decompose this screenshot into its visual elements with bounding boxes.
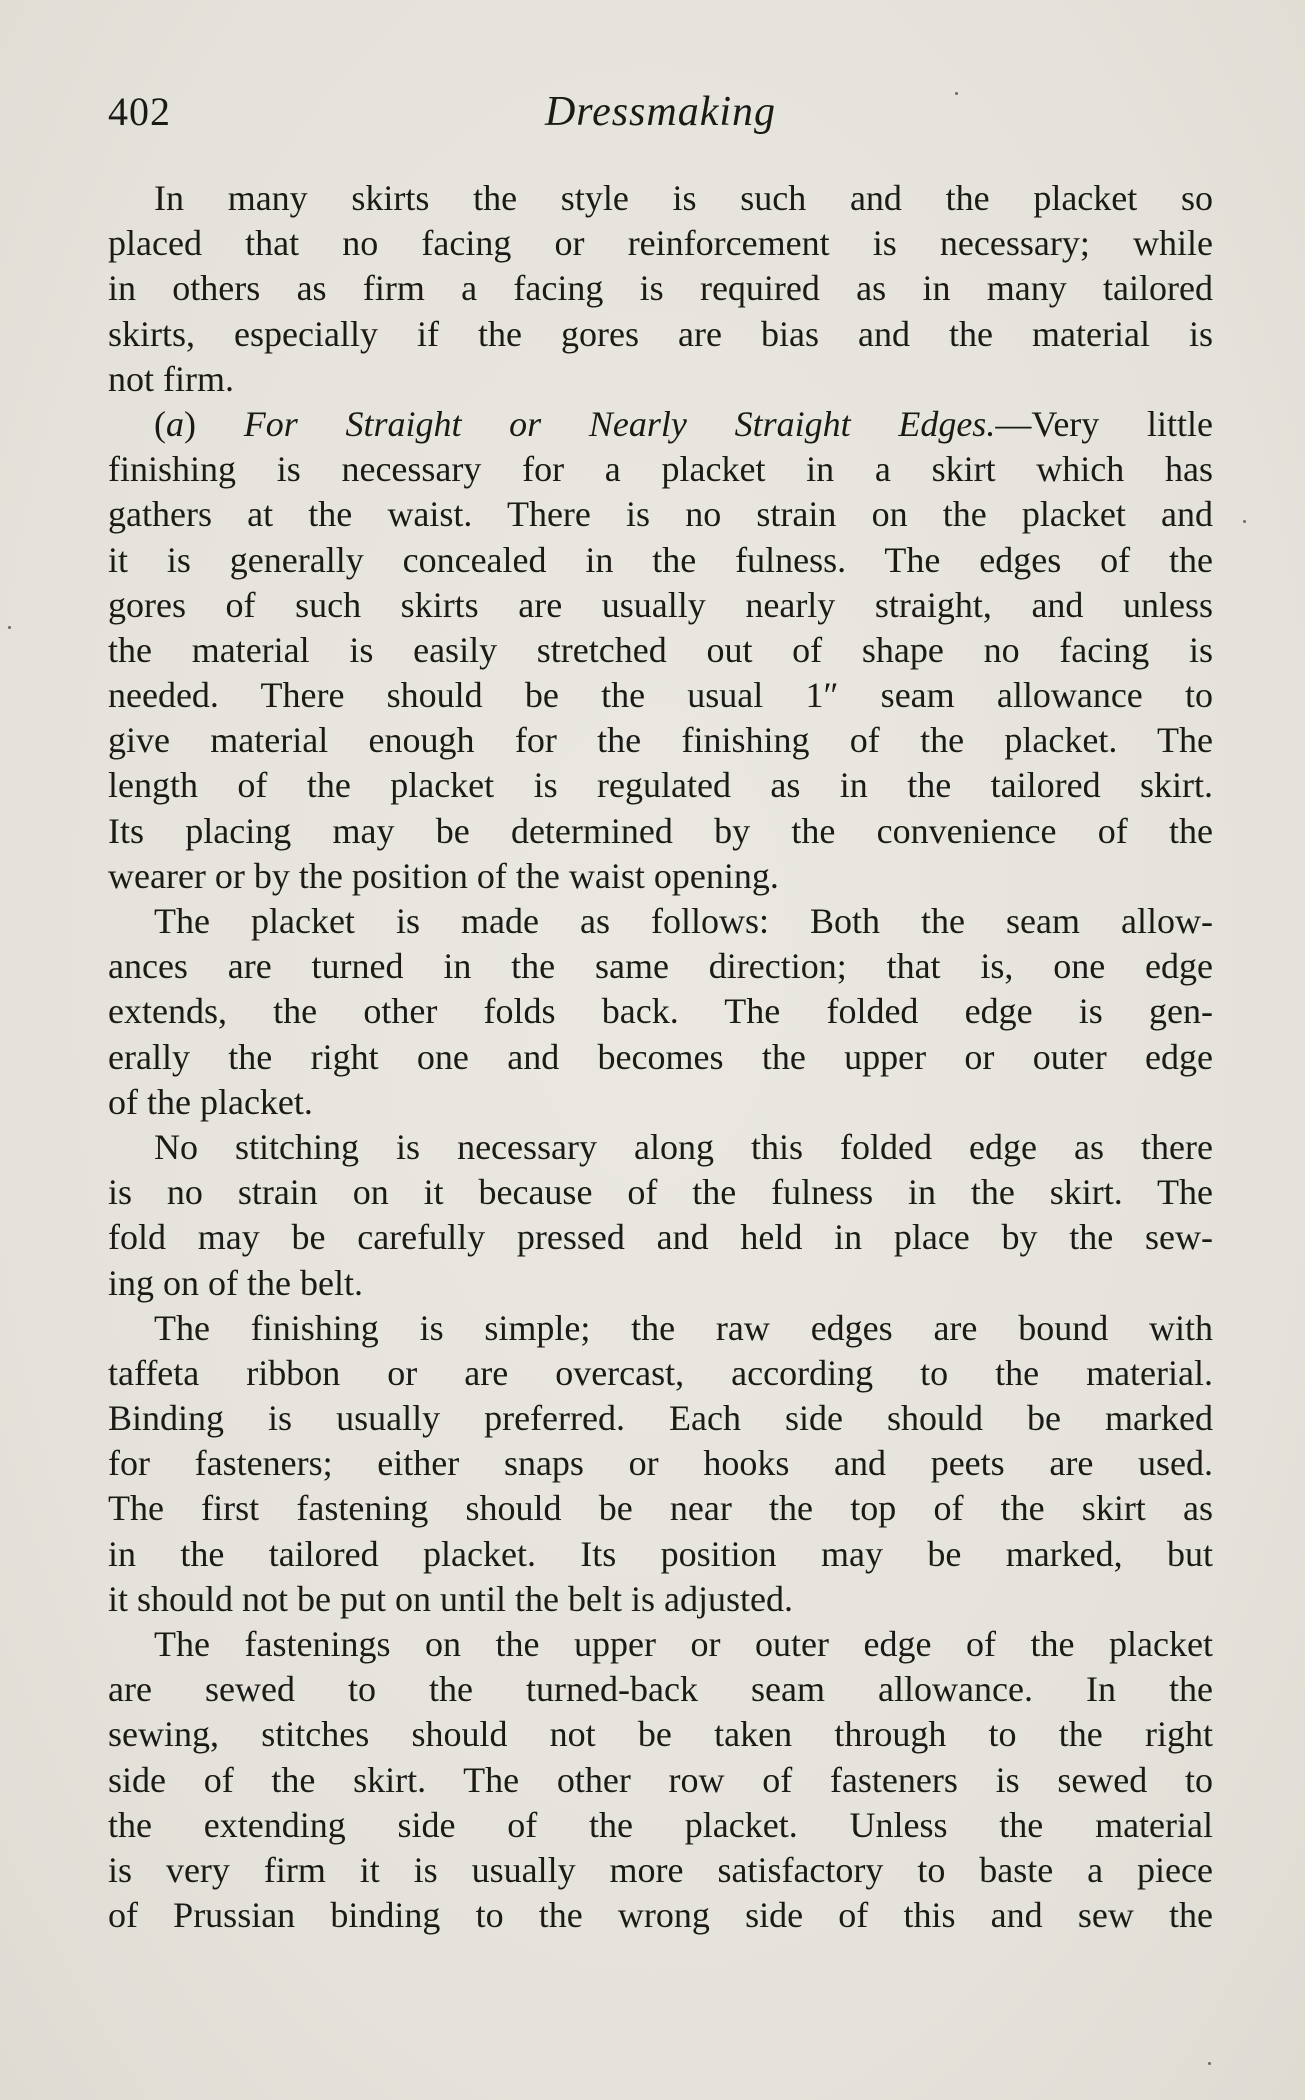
text-line: The finishing is simple; the raw edges are bound with — [154, 1307, 1213, 1348]
text-line: the material is easily stretched out of shape no facing is — [108, 629, 1213, 670]
text-line: fold may be carefully pressed and held in place by the sew- — [108, 1217, 1213, 1258]
heading-paren-close: ) — [184, 403, 196, 444]
text-line: give material enough for the finishing of the placket. The — [108, 720, 1213, 761]
paragraph — [108, 176, 1213, 402]
text-line: of the placket. — [108, 1081, 313, 1122]
text-line: The first fastening should be near the top of the skirt as — [108, 1488, 1213, 1529]
heading-paren-open: ( — [154, 403, 166, 444]
text-line: gores of such skirts are usually nearly straight, and unless — [108, 584, 1213, 625]
paragraph — [108, 1125, 1213, 1306]
paper-speck — [8, 626, 11, 629]
text-line: is very firm it is usually more satisfactory to baste a piece — [108, 1849, 1213, 1890]
text-line: is no strain on it because of the fulness in the skirt. The — [108, 1172, 1213, 1213]
text-line: needed. There should be the usual 1″ seam allowance to — [108, 675, 1213, 716]
body-text — [108, 176, 1213, 1938]
text-line: the extending side of the placket. Unless the material — [108, 1804, 1213, 1845]
text-line: are sewed to the turned-back seam allowance. In the — [108, 1669, 1213, 1710]
text-line: No stitching is necessary along this folded edge as there — [154, 1126, 1213, 1167]
text-line: Its placing may be determined by the convenience of the — [108, 810, 1213, 851]
text-line: finishing is necessary for a placket in a skirt which has — [108, 449, 1213, 490]
text-line: it should not be put on until the belt is adjusted. — [108, 1578, 793, 1619]
text-line: skirts, especially if the gores are bias and the material is — [108, 313, 1213, 354]
text-line: not firm. — [108, 358, 234, 399]
section-heading-line — [108, 402, 1213, 447]
text-line: In many skirts the style is such and the placket so — [154, 178, 1213, 218]
paragraph — [108, 1622, 1213, 1938]
running-head — [108, 88, 1213, 148]
text-line: in the tailored placket. Its position may be marked, but — [108, 1533, 1213, 1574]
paragraph — [108, 402, 1213, 899]
text-line: side of the skirt. The other row of fasteners is sewed to — [108, 1759, 1213, 1800]
text-line: it is generally concealed in the fulness. The edges of the — [108, 539, 1213, 580]
text-line: The fastenings on the upper or outer edge of the placket — [154, 1624, 1213, 1664]
text-line: ances are turned in the same direction; that is, one edge — [108, 946, 1213, 987]
text-line: Binding is usually preferred. Each side should be marked — [108, 1398, 1213, 1439]
paper-speck — [955, 92, 958, 95]
text-line: length of the placket is regulated as in the tailored skirt. — [108, 765, 1213, 806]
page-number: 402 — [108, 89, 171, 134]
paragraph — [108, 899, 1213, 1125]
text-line: placed that no facing or reinforcement is necessary; while — [108, 223, 1213, 264]
text-line: ing on of the belt. — [108, 1262, 363, 1303]
text-line: The placket is made as follows: Both the seam allow- — [154, 901, 1213, 941]
running-title: Dressmaking — [544, 89, 777, 135]
heading-continuation: —Very little — [995, 403, 1213, 444]
text-line: sewing, stitches should not be taken through to the right — [108, 1714, 1213, 1755]
text-line: taffeta ribbon or are overcast, according to the material. — [108, 1352, 1213, 1393]
section-heading: For Straight or Nearly Straight Edges. — [243, 403, 996, 444]
text-line: of Prussian binding to the wrong side of this and sew the — [108, 1895, 1213, 1936]
text-line: in others as firm a facing is required as in many tailored — [108, 268, 1213, 309]
text-line: extends, the other folds back. The folded edge is gen- — [108, 991, 1213, 1032]
paper-speck — [1208, 2062, 1211, 2065]
paper-speck — [1243, 520, 1246, 523]
text-line: gathers at the waist. There is no strain on the placket and — [108, 494, 1213, 535]
heading-letter: a — [166, 403, 184, 444]
text-line: for fasteners; either snaps or hooks and peets are used. — [108, 1443, 1213, 1484]
text-line: erally the right one and becomes the upper or outer edge — [108, 1036, 1213, 1077]
paragraph — [108, 1306, 1213, 1622]
text-line: wearer or by the position of the waist opening. — [108, 855, 779, 896]
